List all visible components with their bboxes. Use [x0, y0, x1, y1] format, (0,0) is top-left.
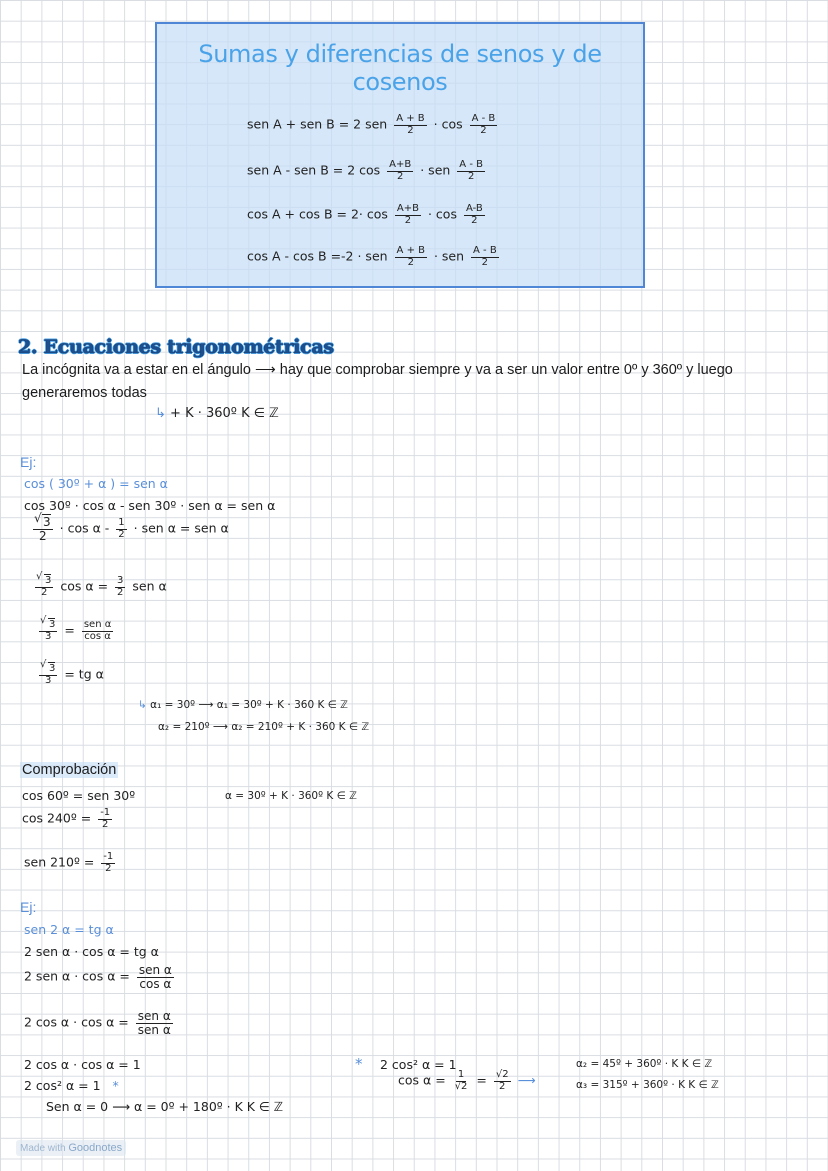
hook-arrow-icon: ↳: [138, 699, 147, 711]
frac-num: -1: [103, 851, 114, 862]
goodnotes-brand: Goodnotes: [68, 1142, 123, 1154]
frac-den: 2: [118, 528, 125, 540]
formula-mid: · cos: [427, 206, 457, 222]
asterisk-mark-right: *: [355, 1055, 363, 1073]
example-2-line-2: [24, 964, 177, 990]
line-text: =: [476, 1072, 487, 1088]
frac-num: A-B: [465, 203, 483, 214]
check-general-solution: α = 30º + K · 360º K ∈ ℤ: [225, 790, 357, 802]
example-2-label: Ej:: [20, 899, 37, 915]
check-line-3: [24, 852, 118, 874]
formula-diff-cos: [247, 246, 502, 268]
intro-line-1: La incógnita va a estar en el ángulo ⟶ hay que comprobar siempre y va a ser un valor entre 0º y 360º y luego: [22, 362, 733, 378]
formula-diff-sin: [247, 160, 488, 182]
frac-den: √2: [454, 1080, 468, 1092]
example-1-line-5: [36, 664, 104, 686]
frac-den: 2: [397, 170, 404, 182]
line-text: 2 cos α · cos α =: [24, 1014, 129, 1030]
frac-num: A+B: [396, 203, 419, 214]
frac-num: A - B: [473, 245, 497, 256]
formula-box: [155, 22, 645, 288]
line-text: · sen α = sen α: [133, 520, 229, 536]
frac-num: 1: [118, 517, 125, 529]
example-1-solution-2: α₂ = 210º ⟶ α₂ = 210º + K · 360 K ∈ ℤ: [158, 721, 370, 733]
frac-num: sen α: [83, 619, 112, 630]
frac-num: 3: [117, 575, 124, 586]
frac-den: 2: [41, 586, 48, 598]
line-text: sen α: [132, 578, 167, 594]
frac-num: A - B: [471, 113, 496, 124]
example-1-label: Ej:: [20, 454, 37, 470]
frac-den: 2: [407, 256, 414, 268]
check-line-1: cos 60º = sen 30º: [22, 788, 136, 803]
general-solution-text: + K · 360º K ∈ ℤ: [170, 406, 279, 421]
check-line-2: [22, 808, 115, 830]
frac-den: cos α: [84, 630, 111, 642]
line-text: 2 sen α · cos α =: [24, 968, 130, 984]
goodnotes-badge: [16, 1140, 126, 1156]
asterisk-mark: *: [112, 1078, 119, 1093]
line-text: = tg α: [64, 666, 104, 682]
line-text: cos α =: [60, 578, 109, 594]
frac-den: 2: [404, 214, 412, 226]
frac-num: A + B: [396, 113, 425, 124]
example-1-line-4: [36, 620, 116, 642]
example-1-line-2: [30, 516, 229, 542]
example-2-equation: sen 2 α = tg α: [24, 922, 114, 937]
box-title: Sumas y diferencias de senos y de cosenos: [198, 40, 602, 96]
formula-sum-cos: [247, 204, 488, 226]
frac-num: -1: [100, 807, 111, 818]
general-solution: [155, 406, 279, 421]
frac-num: sen α: [137, 1009, 171, 1023]
line-text: =: [64, 622, 75, 638]
sqrt: √ 3: [48, 618, 55, 630]
example-1-equation: cos ( 30º + α ) = sen α: [24, 476, 168, 491]
frac-den: 3: [45, 630, 52, 642]
line-text: cos α =: [398, 1072, 446, 1088]
frac-num: sen α: [138, 963, 172, 977]
solution-text: α₁ = 30º ⟶ α₁ = 30º + K · 360 K ∈ ℤ: [150, 699, 348, 711]
frac-den: 2: [117, 586, 124, 598]
frac-num: 1: [457, 1069, 465, 1080]
frac-den: 2: [39, 528, 47, 543]
sqrt: √ 3: [48, 662, 55, 674]
intro-line-2: generaremos todas: [22, 385, 147, 401]
made-with-text: Made with: [20, 1143, 66, 1154]
frac-den: 2: [480, 124, 487, 136]
example-2-line-3: [24, 1010, 176, 1036]
formula-mid: · sen: [433, 248, 465, 264]
frac-den: 2: [499, 1080, 506, 1092]
example-1-line-3: [32, 576, 167, 598]
frac-den: cos α: [139, 976, 172, 991]
formula-left: sen A + sen B = 2 sen: [247, 116, 388, 132]
example-2-right-line-1: 2 cos² α = 1: [380, 1057, 457, 1072]
frac-den: 2: [407, 124, 414, 136]
frac-den: 3: [45, 674, 52, 686]
frac-num: A + B: [396, 245, 425, 256]
check-label: Comprobación: [22, 762, 117, 778]
line-text: sen 210º =: [24, 854, 95, 870]
example-2-line-1: 2 sen α · cos α = tg α: [24, 944, 159, 959]
frac-num: A+B: [389, 159, 412, 170]
example-1-solution-1: [138, 699, 348, 711]
example-2-solution-2: α₃ = 315º + 360º · K K ∈ ℤ: [576, 1079, 719, 1091]
frac-num: √2: [495, 1069, 509, 1080]
hook-arrow-icon: ↳: [155, 406, 166, 421]
example-2-line-4: 2 cos α · cos α = 1: [24, 1057, 141, 1072]
formula-mid: · cos: [433, 116, 463, 132]
frac-den: 2: [471, 214, 478, 226]
sqrt: √ 3: [42, 514, 51, 529]
frac-den: sen α: [137, 1022, 171, 1037]
formula-left: sen A - sen B = 2 cos: [247, 162, 381, 178]
formula-left: cos A - cos B =-2 · sen: [247, 248, 388, 264]
example-2-solution-1: α₂ = 45º + 360º · K K ∈ ℤ: [576, 1058, 713, 1070]
example-2-line-5: [24, 1078, 119, 1093]
sqrt: √ 3: [44, 574, 51, 586]
frac-den: 2: [481, 256, 489, 268]
arrow-right-icon: ⟶: [517, 1072, 536, 1088]
frac-den: 2: [105, 862, 112, 874]
frac-den: 2: [467, 170, 475, 182]
example-1-line-1: cos 30º · cos α - sen 30º · sen α = sen α: [24, 498, 276, 513]
formula-left: cos A + cos B = 2· cos: [247, 206, 388, 222]
example-2-line-6: Sen α = 0 ⟶ α = 0º + 180º · K K ∈ ℤ: [46, 1099, 284, 1114]
frac-den: 2: [101, 818, 109, 830]
section-title: 2. Ecuaciones trigonométricas: [18, 336, 334, 358]
formula-mid: · sen: [420, 162, 451, 178]
frac-num: A - B: [459, 159, 483, 170]
line-text: 2 cos² α = 1: [24, 1078, 101, 1093]
line-text: · cos α -: [59, 520, 110, 536]
line-text: cos 240º =: [22, 810, 92, 826]
example-2-right-line-2: [398, 1070, 536, 1092]
formula-sum-sin: [247, 114, 500, 136]
